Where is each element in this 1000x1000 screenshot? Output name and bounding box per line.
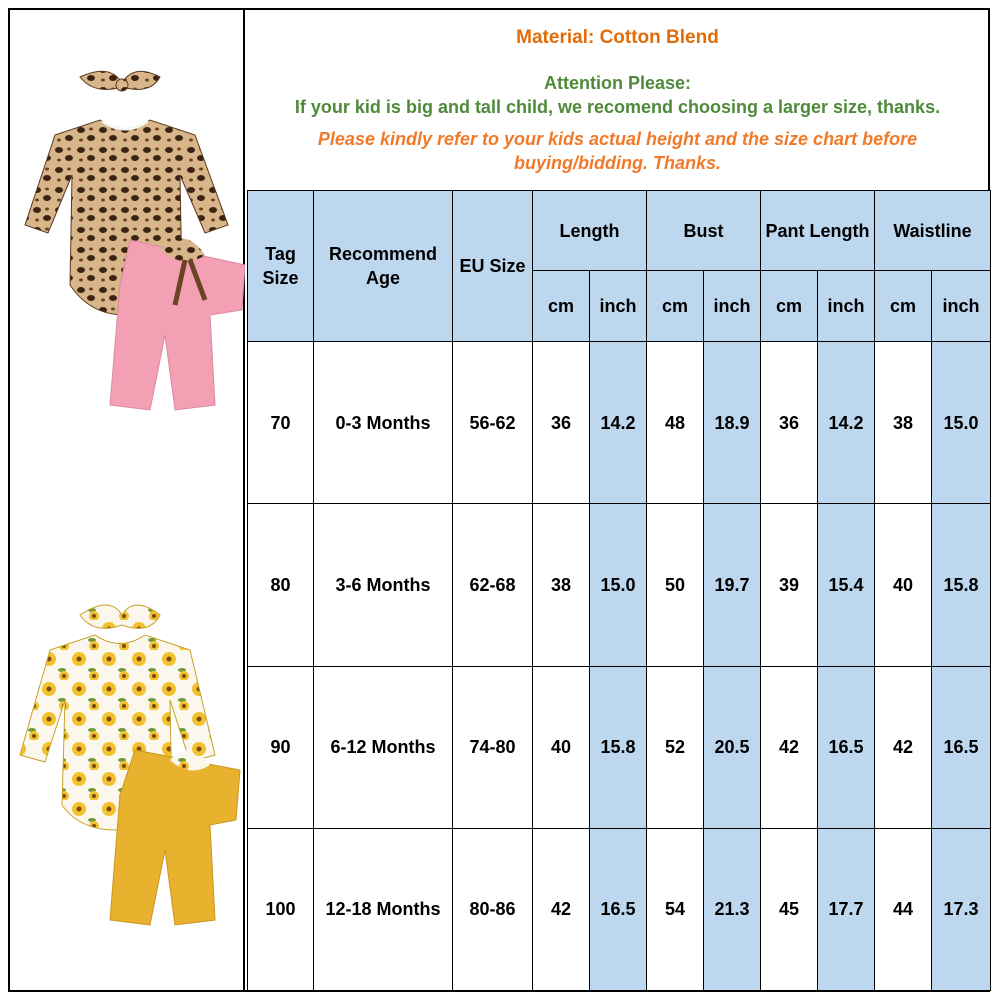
header-pant-length: Pant Length: [761, 191, 875, 271]
length-inch-cell: 16.5: [590, 828, 647, 990]
bust-cm-cell: 50: [647, 504, 704, 666]
length-cm-cell: 38: [533, 504, 590, 666]
age-cell: 3-6 Months: [314, 504, 453, 666]
pant-inch-cell: 14.2: [818, 342, 875, 504]
size-advice-note: If your kid is big and tall child, we recomend choosing a larger size, thanks.: [294, 97, 941, 117]
table-row: [248, 504, 991, 666]
pant-inch-cell: 16.5: [818, 666, 875, 828]
pant-cm-cell: 36: [761, 342, 818, 504]
material-note: Material: Cotton Blend: [516, 27, 719, 48]
length-inch-cell: 15.8: [590, 666, 647, 828]
tag-size-cell: 80: [248, 504, 314, 666]
header-eu-size: EU Size: [453, 191, 533, 342]
refer-note: Please kindly refer to your kids actual height and the size chart before buying/bidding. Thanks.: [317, 129, 918, 173]
header-pant-cm: cm: [761, 271, 818, 342]
waist-cm-cell: 40: [875, 504, 932, 666]
header-waist-cm: cm: [875, 271, 932, 342]
pant-inch-cell: 15.4: [818, 504, 875, 666]
bust-inch-cell: 21.3: [704, 828, 761, 990]
leopard-outfit-image: [10, 65, 245, 415]
tag-size-cell: 100: [248, 828, 314, 990]
header-waist-inch: inch: [932, 271, 991, 342]
header-length-cm: cm: [533, 271, 590, 342]
table-row: [248, 342, 991, 504]
age-cell: 0-3 Months: [314, 342, 453, 504]
length-cm-cell: 42: [533, 828, 590, 990]
header-pant-inch: inch: [818, 271, 875, 342]
pant-cm-cell: 45: [761, 828, 818, 990]
length-cm-cell: 40: [533, 666, 590, 828]
size-chart-table: [247, 190, 991, 991]
eu-size-cell: 80-86: [453, 828, 533, 990]
header-notes: [247, 10, 988, 190]
table-row: [248, 828, 991, 990]
header-bust-inch: inch: [704, 271, 761, 342]
tag-size-cell: 70: [248, 342, 314, 504]
waist-inch-cell: 16.5: [932, 666, 991, 828]
eu-size-cell: 56-62: [453, 342, 533, 504]
waist-cm-cell: 44: [875, 828, 932, 990]
header-tag-size: Tag Size: [248, 191, 314, 342]
header-bust: Bust: [647, 191, 761, 271]
header-length-inch: inch: [590, 271, 647, 342]
sunflower-outfit-image: [10, 590, 245, 930]
header-waistline: Waistline: [875, 191, 991, 271]
header-recommend-age: Recommend Age: [314, 191, 453, 342]
bust-inch-cell: 19.7: [704, 504, 761, 666]
waist-cm-cell: 38: [875, 342, 932, 504]
age-cell: 6-12 Months: [314, 666, 453, 828]
bust-inch-cell: 20.5: [704, 666, 761, 828]
tag-size-cell: 90: [248, 666, 314, 828]
header-bust-cm: cm: [647, 271, 704, 342]
eu-size-cell: 62-68: [453, 504, 533, 666]
pant-cm-cell: 39: [761, 504, 818, 666]
eu-size-cell: 74-80: [453, 666, 533, 828]
bust-cm-cell: 52: [647, 666, 704, 828]
pant-inch-cell: 17.7: [818, 828, 875, 990]
waist-cm-cell: 42: [875, 666, 932, 828]
length-inch-cell: 14.2: [590, 342, 647, 504]
product-images-panel: [10, 10, 245, 990]
waist-inch-cell: 15.8: [932, 504, 991, 666]
attention-title: Attention Please:: [543, 73, 692, 93]
waist-inch-cell: 17.3: [932, 828, 991, 990]
bust-cm-cell: 48: [647, 342, 704, 504]
bust-cm-cell: 54: [647, 828, 704, 990]
header-length: Length: [533, 191, 647, 271]
age-cell: 12-18 Months: [314, 828, 453, 990]
table-row: [248, 666, 991, 828]
length-inch-cell: 15.0: [590, 504, 647, 666]
waist-inch-cell: 15.0: [932, 342, 991, 504]
length-cm-cell: 36: [533, 342, 590, 504]
bust-inch-cell: 18.9: [704, 342, 761, 504]
pant-cm-cell: 42: [761, 666, 818, 828]
